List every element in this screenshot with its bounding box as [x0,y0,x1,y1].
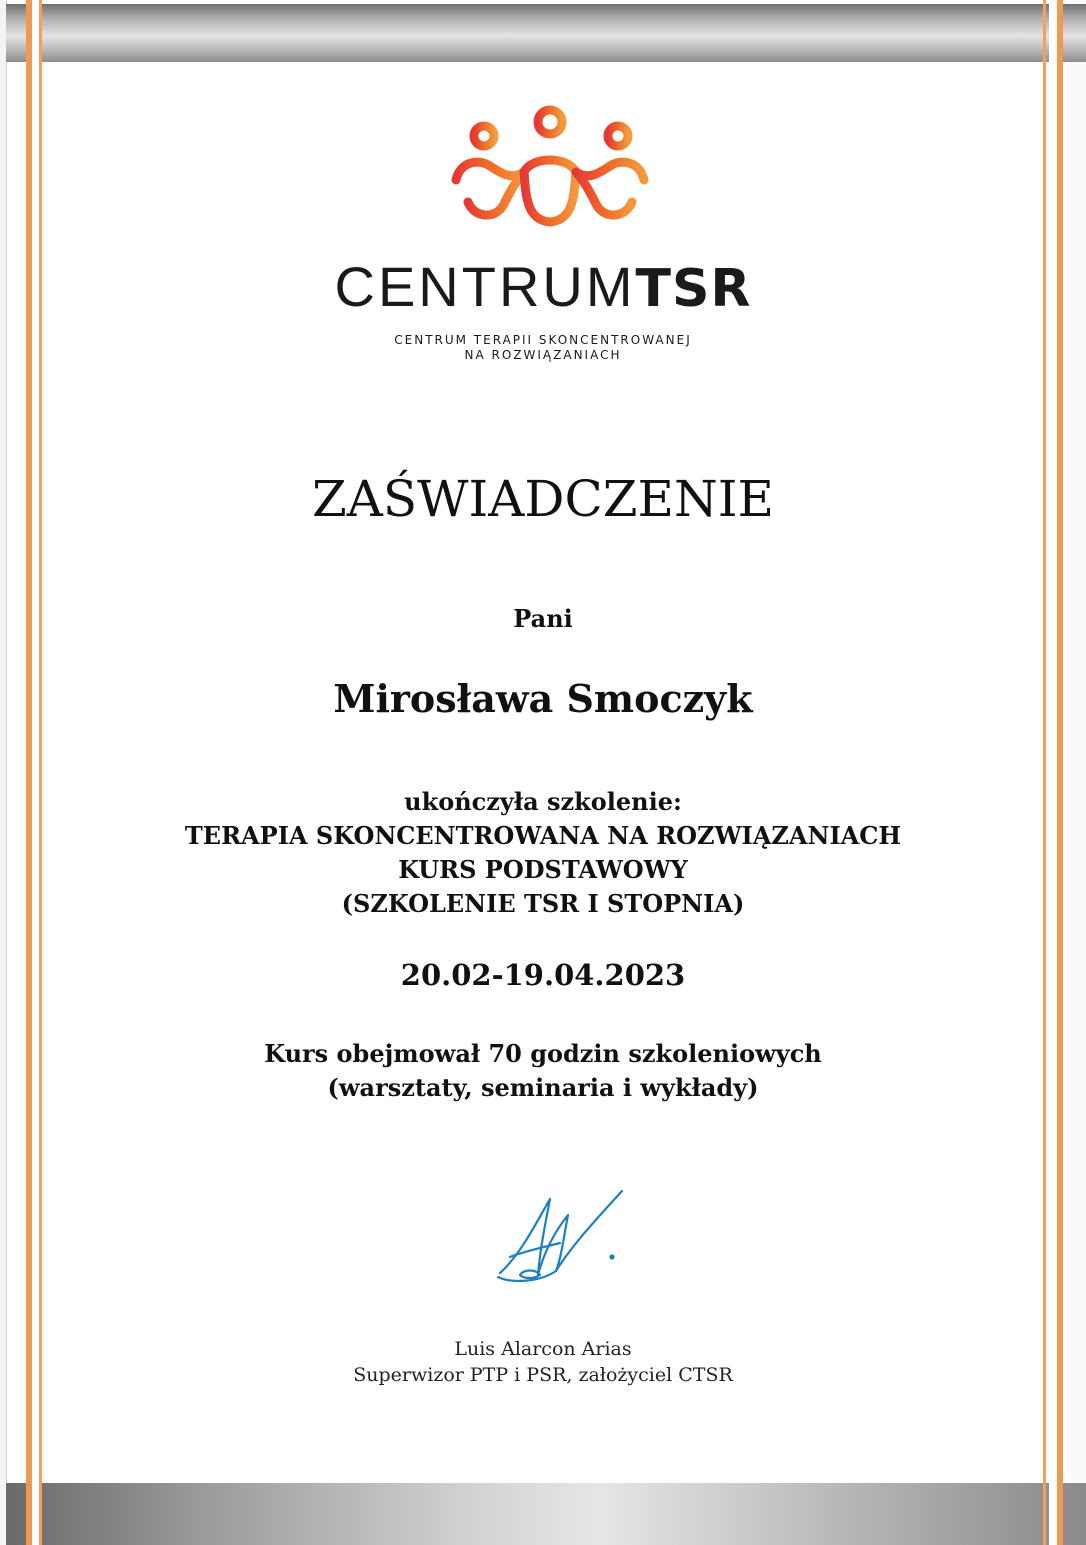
brand-name-bold: TSR [635,259,752,319]
course-hours [0,1037,1086,1105]
right-thin-stripe [1043,0,1046,1545]
signer-role: Superwizor PTP i PSR, założyciel CTSR [353,1364,733,1386]
course-name: TERAPIA SKONCENTROWANA NA ROZWIĄZANIACH [184,821,902,850]
completed-label: ukończyła szkolenie: [404,787,682,816]
page-edge-left [0,0,7,1545]
bottom-border-bar [6,1483,1086,1545]
course-degree: (SZKOLENIE TSR I STOPNIA) [341,889,745,918]
brand-subtitle-line1: CENTRUM TERAPII SKONCENTROWANEJ [394,333,692,347]
signature [490,1185,630,1285]
recipient-name: Mirosława Smoczyk [333,676,753,721]
course-block [0,785,1086,921]
left-stripe-gap [32,0,39,1545]
brand-subtitle-line2: NA ROZWIĄZANIACH [464,348,622,362]
brand-name-light: CENTRUM [334,255,636,318]
course-level: KURS PODSTAWOWY [398,855,688,884]
left-thin-stripe [39,0,42,1545]
certificate-title: ZAŚWIADCZENIE [312,470,774,528]
hours-line: Kurs obejmował 70 godzin szkoleniowych [264,1039,822,1068]
brand-name [0,255,1086,321]
course-dates: 20.02-19.04.2023 [400,958,686,992]
signer-name: Luis Alarcon Arias [454,1338,632,1360]
signer-block [0,1336,1086,1388]
salutation: Pani [513,604,573,633]
three-people-logo-icon [440,100,660,235]
top-border-bar [6,4,1086,62]
right-stripe-gap [1049,0,1057,1545]
brand-subtitle [0,333,1086,363]
right-orange-stripe [1057,0,1063,1545]
hours-detail: (warsztaty, seminaria i wykłady) [327,1073,759,1102]
page-edge-right [1070,0,1086,1545]
